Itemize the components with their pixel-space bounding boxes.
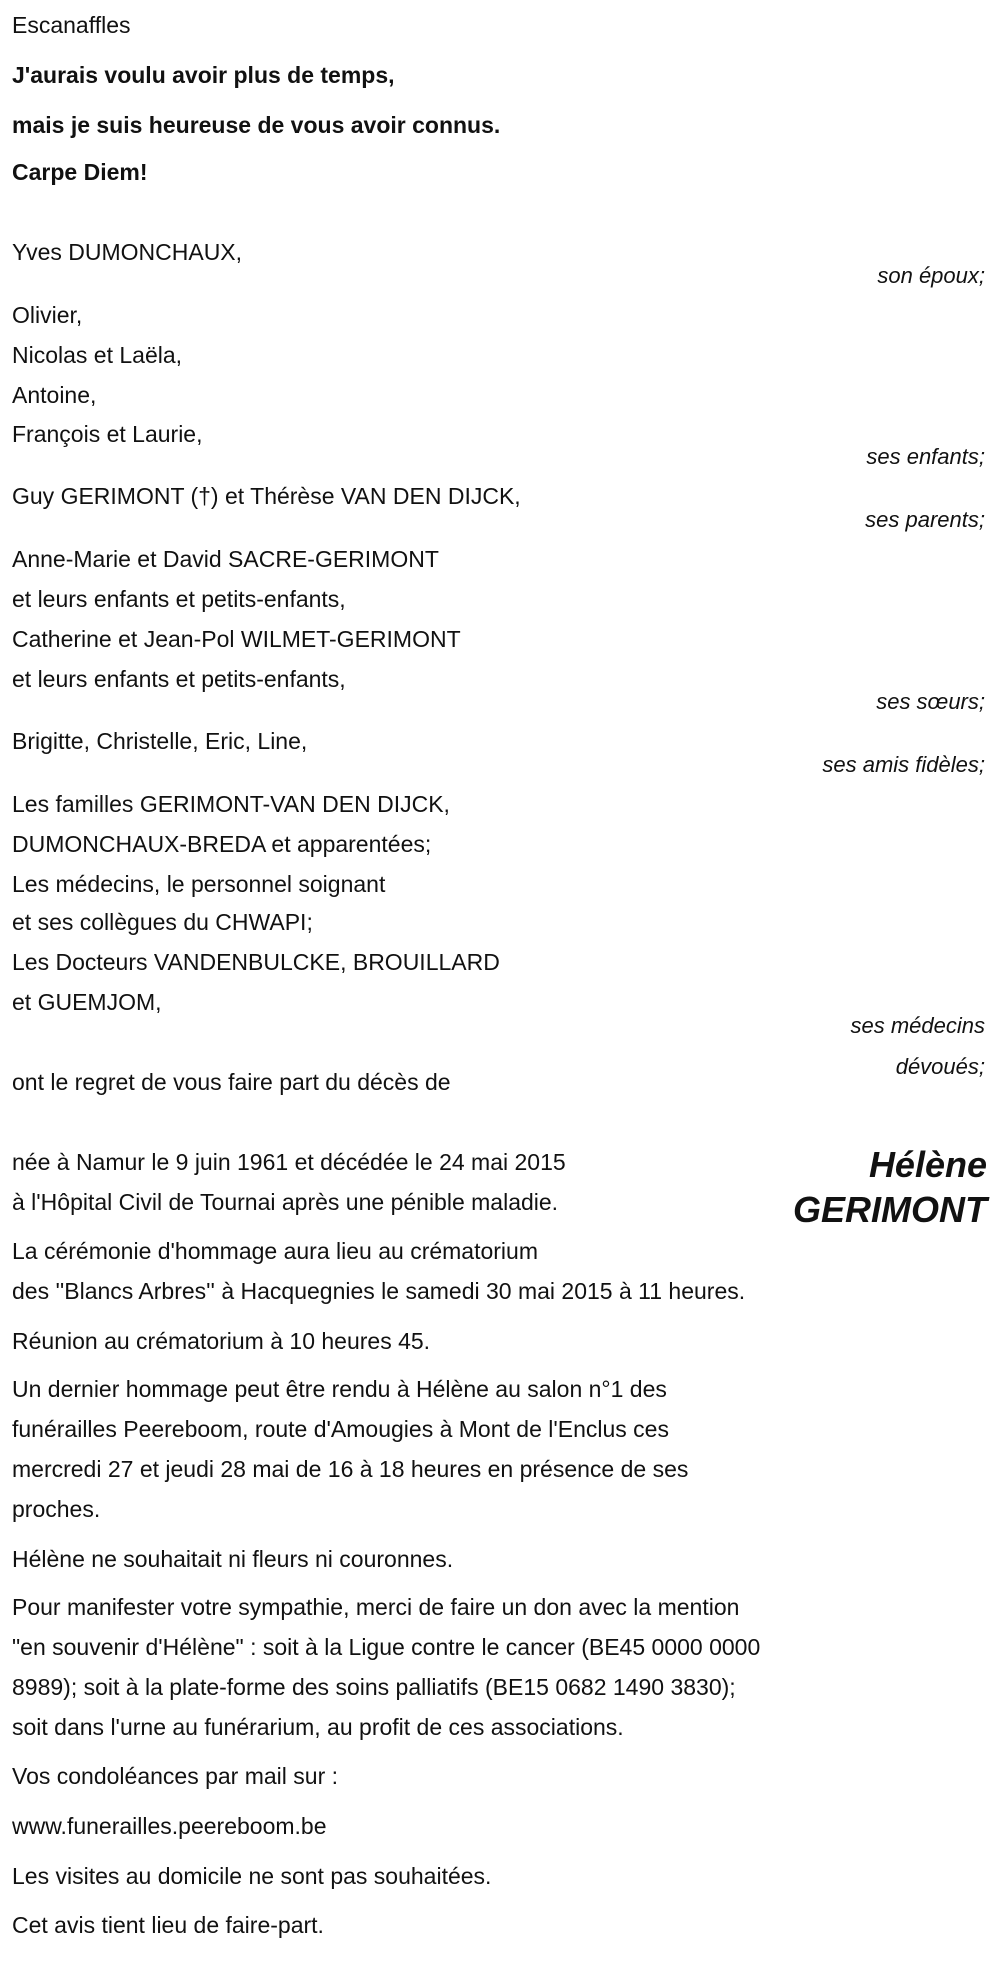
- donation-line: Pour manifester votre sympathie, merci de faire un don avec la mention: [12, 1594, 740, 1620]
- spouse-name: Yves DUMONCHAUX,: [12, 239, 243, 265]
- relation-sisters: ses sœurs;: [876, 689, 985, 714]
- child-name: Nicolas et Laëla,: [12, 342, 183, 368]
- sister-line: et leurs enfants et petits-enfants,: [12, 666, 346, 692]
- website-link[interactable]: www.funerailles.peereboom.be: [12, 1813, 327, 1839]
- parents-names: Guy GERIMONT (†) et Thérèse VAN DEN DIJCK,: [12, 483, 521, 509]
- relation-friends: ses amis fidèles;: [822, 752, 985, 777]
- sister-line: Catherine et Jean-Pol WILMET-GERIMONT: [12, 626, 461, 652]
- relation-doctors: dévoués;: [895, 1054, 985, 1079]
- child-name: Olivier,: [12, 302, 83, 328]
- condolences-label: Vos condoléances par mail sur :: [12, 1763, 339, 1789]
- others-line: DUMONCHAUX-BREDA et apparentées;: [12, 831, 432, 857]
- donation-line: "en souvenir d'Hélène" : soit à la Ligue contre le cancer (BE45 0000 0000: [12, 1634, 761, 1660]
- sister-line: Anne-Marie et David SACRE-GERIMONT: [12, 546, 439, 572]
- ceremony-line: La cérémonie d'hommage aura lieu au crématorium: [12, 1238, 538, 1264]
- relation-spouse: son époux;: [877, 263, 985, 288]
- flowers-note: Hélène ne souhaitait ni fleurs ni couronnes.: [12, 1546, 454, 1572]
- deceased-last-name: GERIMONT: [793, 1189, 987, 1230]
- others-line: Les familles GERIMONT-VAN DEN DIJCK,: [12, 791, 450, 817]
- homage-line: funérailles Peereboom, route d'Amougies à Mont de l'Enclus ces: [12, 1416, 669, 1442]
- others-line: Les Docteurs VANDENBULCKE, BROUILLARD: [12, 949, 500, 975]
- birth-death-line: née à Namur le 9 juin 1961 et décédée le 24 mai 2015: [12, 1149, 566, 1175]
- others-line: Les médecins, le personnel soignant: [12, 871, 386, 897]
- announcement: ont le regret de vous faire part du décès de: [12, 1069, 451, 1095]
- quote-line: mais je suis heureuse de vous avoir connus.: [12, 112, 501, 138]
- donation-line: 8989); soit à la plate-forme des soins palliatifs (BE15 0682 1490 3830);: [12, 1674, 736, 1700]
- child-name: François et Laurie,: [12, 421, 203, 447]
- quote-line: J'aurais voulu avoir plus de temps,: [12, 62, 395, 88]
- notice-note: Cet avis tient lieu de faire-part.: [12, 1912, 324, 1938]
- quote-line: Carpe Diem!: [12, 159, 148, 185]
- sister-line: et leurs enfants et petits-enfants,: [12, 586, 346, 612]
- others-line: et ses collègues du CHWAPI;: [12, 909, 313, 935]
- relation-parents: ses parents;: [865, 507, 985, 532]
- visits-note: Les visites au domicile ne sont pas souhaitées.: [12, 1863, 492, 1889]
- relation-children: ses enfants;: [866, 444, 985, 469]
- others-line: et GUEMJOM,: [12, 989, 162, 1015]
- friends-names: Brigitte, Christelle, Eric, Line,: [12, 728, 308, 754]
- deceased-first-name: Hélène: [868, 1144, 987, 1185]
- place: Escanaffles: [12, 12, 131, 38]
- child-name: Antoine,: [12, 382, 97, 408]
- homage-line: mercredi 27 et jeudi 28 mai de 16 à 18 heures en présence de ses: [12, 1456, 689, 1482]
- donation-line: soit dans l'urne au funérarium, au profit de ces associations.: [12, 1714, 624, 1740]
- homage-line: proches.: [12, 1496, 101, 1522]
- relation-doctors: ses médecins: [850, 1013, 985, 1038]
- reunion: Réunion au crématorium à 10 heures 45.: [12, 1328, 431, 1354]
- birth-death-line: à l'Hôpital Civil de Tournai après une pénible maladie.: [12, 1189, 559, 1215]
- homage-line: Un dernier hommage peut être rendu à Hélène au salon n°1 des: [12, 1376, 667, 1402]
- ceremony-line: des ''Blancs Arbres'' à Hacquegnies le samedi 30 mai 2015 à 11 heures.: [12, 1278, 746, 1304]
